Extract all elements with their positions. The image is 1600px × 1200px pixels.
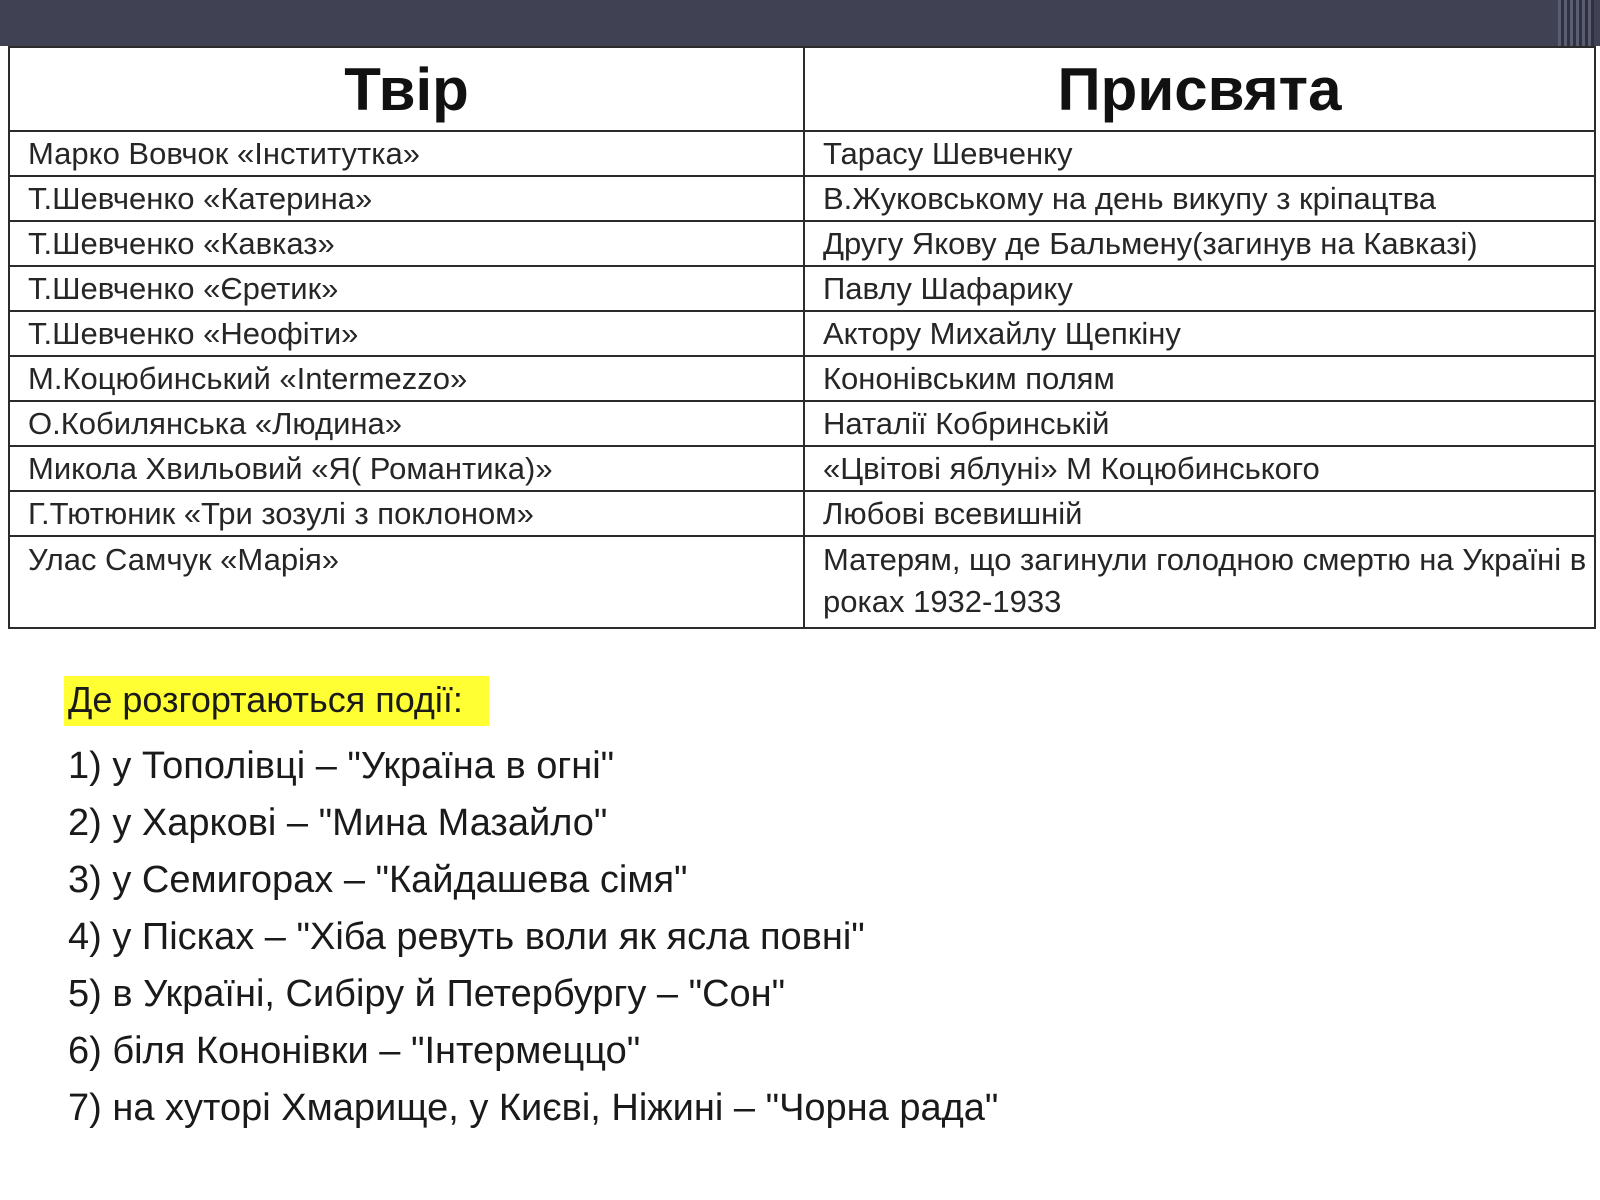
cell-work: Т.Шевченко «Кавказ» [9, 221, 804, 266]
list-item: 6) біля Кононівки – "Інтермеццо" [68, 1030, 641, 1072]
list-item: 2) у Харкові – "Мина Мазайло" [68, 802, 608, 844]
cell-work: Т.Шевченко «Єретик» [9, 266, 804, 311]
list-item: 4) у Пісках – "Хіба ревуть воли як ясла повні" [68, 916, 865, 958]
cell-dedication: Тарасу Шевченку [804, 131, 1595, 176]
table-row [9, 446, 1595, 491]
cell-dedication: В.Жуковському на день викупу з кріпацтва [804, 176, 1595, 221]
header-dedication: Присвята [804, 47, 1595, 131]
cell-dedication: Другу Якову де Бальмену(загинув на Кавказі) [804, 221, 1595, 266]
table-row [9, 311, 1595, 356]
header-work: Твір [9, 47, 804, 131]
table-row [9, 356, 1595, 401]
cell-work: Марко Вовчок «Інститутка» [9, 131, 804, 176]
table-row [9, 266, 1595, 311]
table-row [9, 491, 1595, 536]
table-row [9, 131, 1595, 176]
dedications-table-wrap [8, 46, 1594, 629]
cell-work: О.Кобилянська «Людина» [9, 401, 804, 446]
cell-work: Микола Хвильовий «Я( Романтика)» [9, 446, 804, 491]
top-bar-accent [1558, 0, 1594, 46]
cell-work: М.Коцюбинський «Intermezzo» [9, 356, 804, 401]
cell-dedication: Любові всевишній [804, 491, 1595, 536]
list-item: 7) на хуторі Хмарище, у Києві, Ніжині – "Чорна рада" [68, 1087, 999, 1129]
cell-work: Улас Самчук «Марія» [9, 536, 804, 628]
table-row [9, 401, 1595, 446]
cell-work: Т.Шевченко «Катерина» [9, 176, 804, 221]
list-item: 3) у Семигорах – "Кайдашева сімя" [68, 859, 688, 901]
table-row [9, 536, 1595, 628]
table-row [9, 221, 1595, 266]
cell-work: Т.Шевченко «Неофіти» [9, 311, 804, 356]
cell-dedication: Павлу Шафарику [804, 266, 1595, 311]
cell-work: Г.Тютюник «Три зозулі з поклоном» [9, 491, 804, 536]
cell-dedication: Матерям, що загинули голодною смертю на Україні в роках 1932-1933 [804, 536, 1595, 628]
cell-dedication: Кононівським полям [804, 356, 1595, 401]
dedications-table [8, 46, 1596, 629]
list-item: 1) у Тополівці – "Україна в огні" [68, 745, 615, 787]
table-header-row [9, 47, 1595, 131]
slide-top-bar [0, 0, 1600, 46]
events-title: Де розгортаються події: [64, 676, 489, 726]
cell-dedication: Актору Михайлу Щепкіну [804, 311, 1595, 356]
table-row [9, 176, 1595, 221]
list-item: 5) в Україні, Сибіру й Петербургу – "Сон" [68, 973, 786, 1015]
cell-dedication: Наталії Кобринській [804, 401, 1595, 446]
events-section [68, 676, 1268, 1137]
cell-dedication: «Цвітові яблуні» М Коцюбинського [804, 446, 1595, 491]
events-list [68, 738, 1268, 1137]
